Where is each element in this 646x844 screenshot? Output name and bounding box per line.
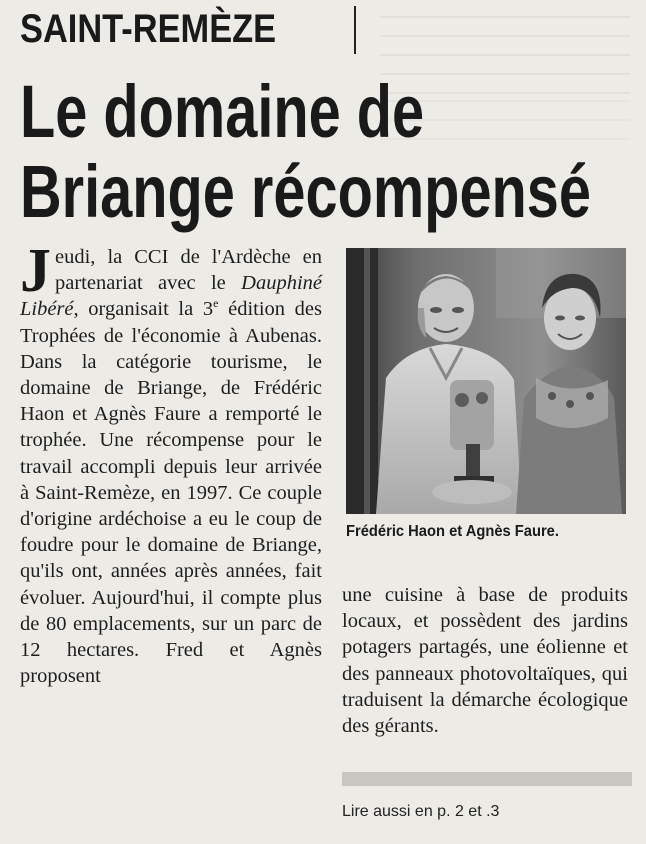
continued-paragraph: une cuisine à base de produits locaux, et possèdent des jardins potagers partagés, une éolienne et des panneaux photovoltaïques, qui traduisent la démarche écologique des gérants. — [342, 584, 628, 738]
lead-paragraph — [20, 237, 323, 689]
kicker-divider — [354, 6, 356, 54]
bleed-strip — [342, 772, 632, 786]
body-text-2: , organisait la 3 — [73, 298, 214, 321]
see-also-reference: Lire aussi en p. 2 et .3 — [342, 803, 500, 820]
article-body-right-column — [342, 582, 628, 739]
body-text-1: eudi, la CCI de l'Ardèche en partenariat avec le — [55, 246, 322, 295]
article-headline — [20, 72, 597, 232]
newspaper-name: Dauphiné Libéré — [20, 272, 322, 321]
drop-cap: J — [20, 237, 51, 305]
body-text-3: édition des Trophées de l'économie à Aubenas. Dans la catégorie tourisme, le domaine de Briange, de Frédéric Haon et Agnès Faure a remporté le trophée. Une récompense pour le travail accompli depuis leur arrivée à Saint-Remèze, en 1997. Ce couple d'origine ardéchoise a eu le coup de foudre pour le domaine de Briange, qu'ils ont, années après années, fait évoluer. Aujourd'hui, il compte plus de 80 emplacements, sur un parc de 12 hectares. Fred et Agnès proposent — [20, 298, 323, 688]
ordinal-superscript: e — [213, 296, 219, 311]
section-kicker: SAINT-REMÈZE — [20, 7, 277, 51]
headline-line-1: Le domaine de — [20, 70, 425, 153]
photo-illustration — [346, 248, 626, 514]
article-photo — [346, 248, 626, 514]
article-body-left-column — [20, 237, 323, 689]
photo-caption: Frédéric Haon et Agnès Faure. — [346, 523, 559, 540]
headline-line-2: Briange récompensé — [20, 150, 592, 233]
